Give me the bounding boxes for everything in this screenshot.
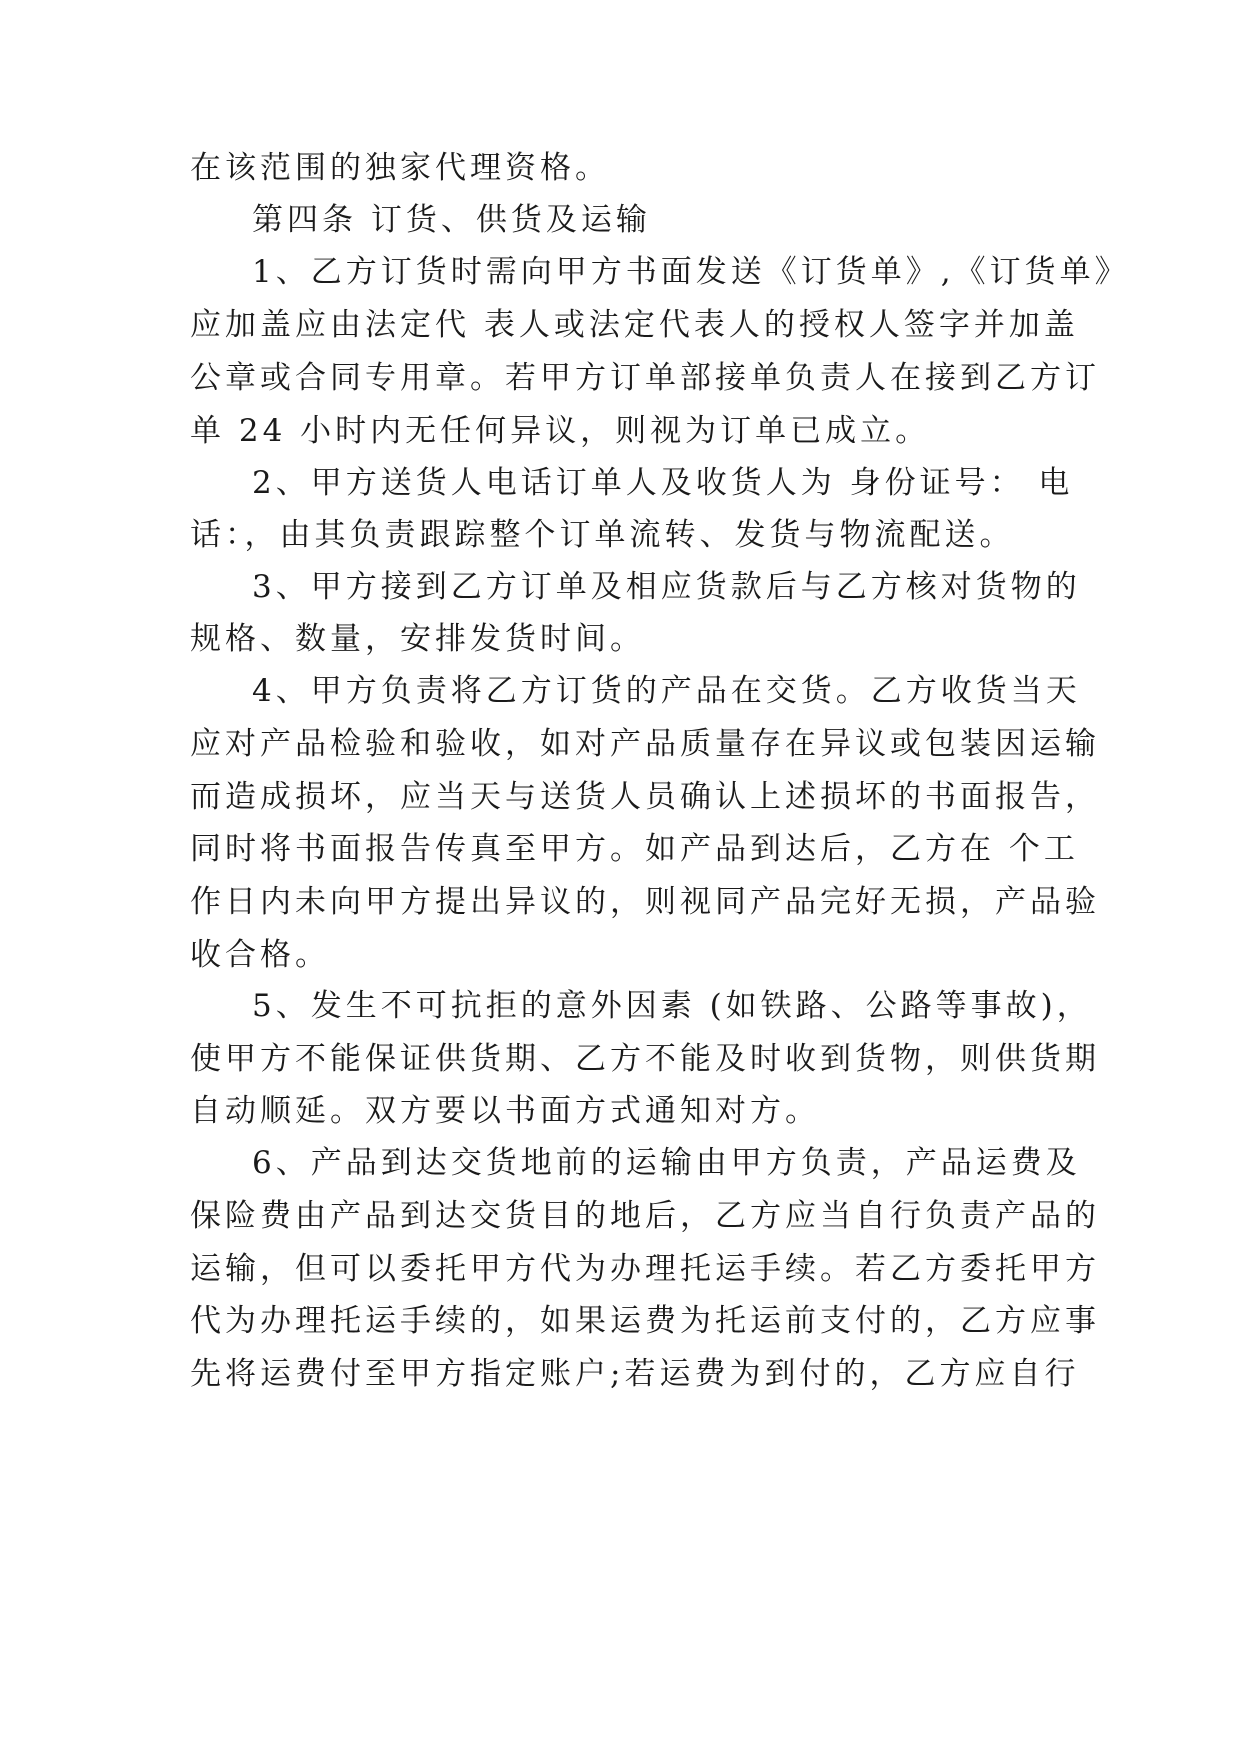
text-line: 先将运费付至甲方指定账户;若运费为到付的，乙方应自行 <box>190 1356 1080 1392</box>
text-line: 使甲方不能保证供货期、乙方不能及时收到货物，则供货期 <box>190 1041 1100 1077</box>
text-line: 2、甲方送货人电话订单人及收货人为 身份证号： 电 <box>252 465 1074 501</box>
text-line: 规格、数量，安排发货时间。 <box>190 621 645 657</box>
text-line: 5、发生不可抗拒的意外因素 (如铁路、公路等事故)， <box>252 988 1092 1024</box>
text-line: 作日内未向甲方提出异议的，则视同产品完好无损，产品验 <box>190 884 1100 920</box>
text-line: 自动顺延。双方要以书面方式通知对方。 <box>190 1093 820 1129</box>
text-line: 1、乙方订货时需向甲方书面发送《订货单》,《订货单》 <box>252 254 1130 290</box>
text-line: 代为办理托运手续的，如果运费为托运前支付的，乙方应事 <box>190 1303 1100 1339</box>
text-line: 同时将书面报告传真至甲方。如产品到达后，乙方在 个工 <box>190 831 1079 867</box>
text-line: 而造成损坏，应当天与送货人员确认上述损坏的书面报告， <box>190 779 1100 815</box>
text-line: 单 24 小时内无任何异议，则视为订单已成立。 <box>190 413 931 449</box>
text-line: 应对产品检验和验收，如对产品质量存在异议或包装因运输 <box>190 726 1100 762</box>
text-line: 收合格。 <box>190 937 330 973</box>
text-line: 话：，由其负责跟踪整个订单流转、发货与物流配送。 <box>190 517 1015 553</box>
section-heading: 第四条 订货、供货及运输 <box>252 202 651 238</box>
text-line: 4、甲方负责将乙方订货的产品在交货。乙方收货当天 <box>252 673 1081 709</box>
text-line: 运输，但可以委托甲方代为办理托运手续。若乙方委托甲方 <box>190 1251 1100 1287</box>
text-line: 公章或合同专用章。若甲方订单部接单负责人在接到乙方订 <box>190 360 1100 396</box>
text-line: 3、甲方接到乙方订单及相应货款后与乙方核对货物的 <box>252 569 1081 605</box>
text-line: 应加盖应由法定代 表人或法定代表人的授权人签字并加盖 <box>190 307 1079 343</box>
text-line: 6、产品到达交货地前的运输由甲方负责，产品运费及 <box>252 1145 1081 1181</box>
text-line: 保险费由产品到达交货目的地后，乙方应当自行负责产品的 <box>190 1198 1100 1234</box>
text-line: 在该范围的独家代理资格。 <box>190 150 610 186</box>
